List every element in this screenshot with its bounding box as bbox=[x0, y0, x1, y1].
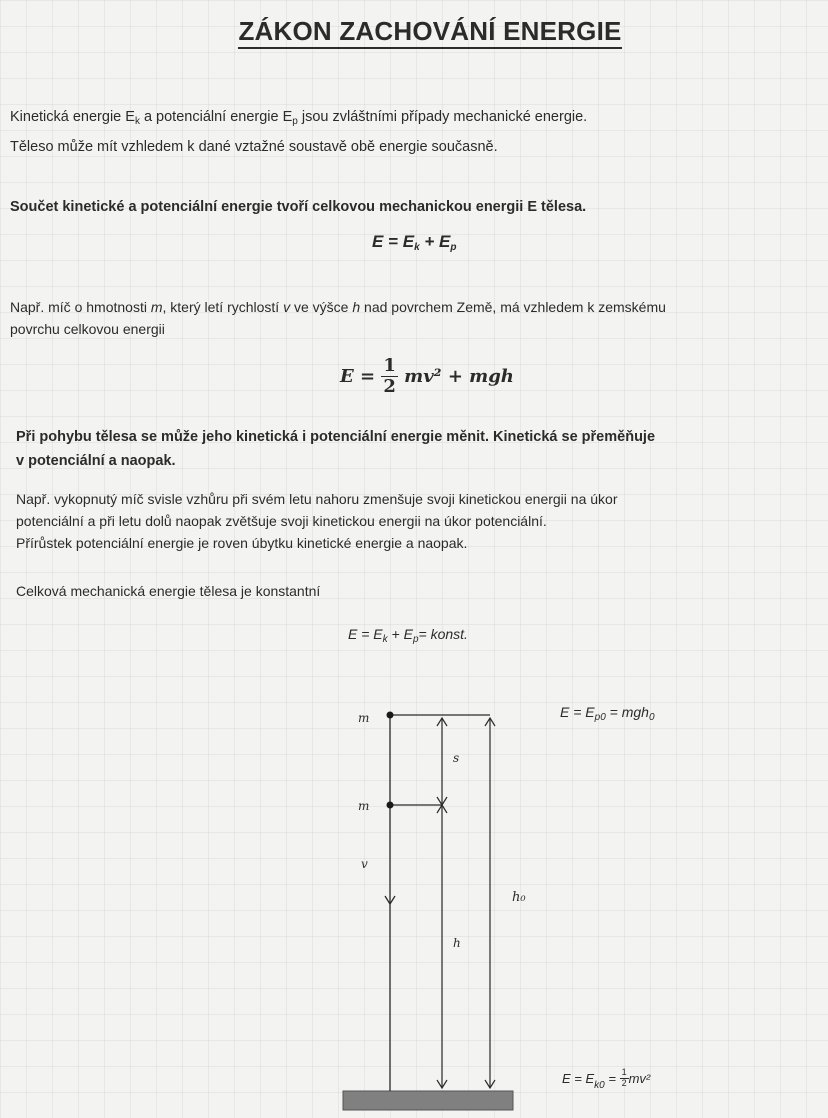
page-title: ZÁKON ZACHOVÁNÍ ENERGIE bbox=[0, 16, 828, 47]
equation-kinetic-potential: E = $\frac{1}{2}$ mv² + mgh bbox=[340, 355, 514, 397]
example1-line-2: povrchu celkovou energii bbox=[10, 321, 165, 337]
intro-line-2: Těleso může mít vzhledem k dané vztažné soustavě obě energie současně. bbox=[10, 139, 498, 155]
ground-block bbox=[343, 1091, 513, 1110]
constant-statement: Celková mechanická energie tělesa je konstantní bbox=[16, 583, 321, 599]
motion-line-2: v potenciální a naopak. bbox=[16, 453, 176, 469]
equation-constant: $E = E_k + E_p=$ konst. bbox=[348, 626, 468, 645]
fraction-one-half: $\frac{1}{2}$ bbox=[383, 355, 396, 397]
equation-kinetic-bottom: $E = E_{k0}$ = $\frac{1}{2}$ mv² bbox=[562, 1067, 651, 1091]
label-h: h bbox=[453, 936, 461, 950]
label-h0: h₀ bbox=[512, 890, 526, 905]
label-s: s bbox=[453, 751, 460, 765]
label-mass-mid: m bbox=[358, 799, 370, 813]
example2-line-3: Přírůstek potenciální energie je roven úbytku kinetické energie a naopak. bbox=[16, 535, 468, 551]
example1-line-1: Např. míč o hmotnosti m, který letí rychlostí v ve výšce h nad povrchem Země, má vzhledem k zemskému bbox=[10, 299, 666, 315]
sum-statement: Součet kinetické a potenciální energie tvoří celkovou mechanickou energii E tělesa. bbox=[10, 199, 587, 215]
fraction-one-half-small: $\frac{1}{2}$ bbox=[621, 1067, 627, 1088]
motion-line-1: Při pohybu tělesa se může jeho kinetická i potenciální energie měnit. Kinetická se přeměňuje bbox=[16, 429, 656, 445]
label-mass-top: m bbox=[358, 711, 370, 725]
intro-line-1: Kinetická energie $E_k$ a potenciální energie $E_p$ jsou zvláštními případy mechanické energie. bbox=[10, 109, 588, 127]
example2-line-1: Např. vykopnutý míč svisle vzhůru při svém letu nahoru zmenšuje svoji kinetickou energii na úkor bbox=[16, 491, 618, 507]
example2-line-2: potenciální a při letu dolů naopak zvětšuje svoji kinetickou energii na úkor potenciální. bbox=[16, 513, 547, 529]
label-velocity: v bbox=[361, 857, 368, 871]
equation-total-energy: $E = E_k + E_p$ bbox=[372, 232, 457, 253]
ball-mid-dot bbox=[387, 802, 394, 809]
equation-potential-top: $E = E_{p0} = mgh_0$ bbox=[560, 704, 655, 723]
ball-top-dot bbox=[387, 712, 394, 719]
